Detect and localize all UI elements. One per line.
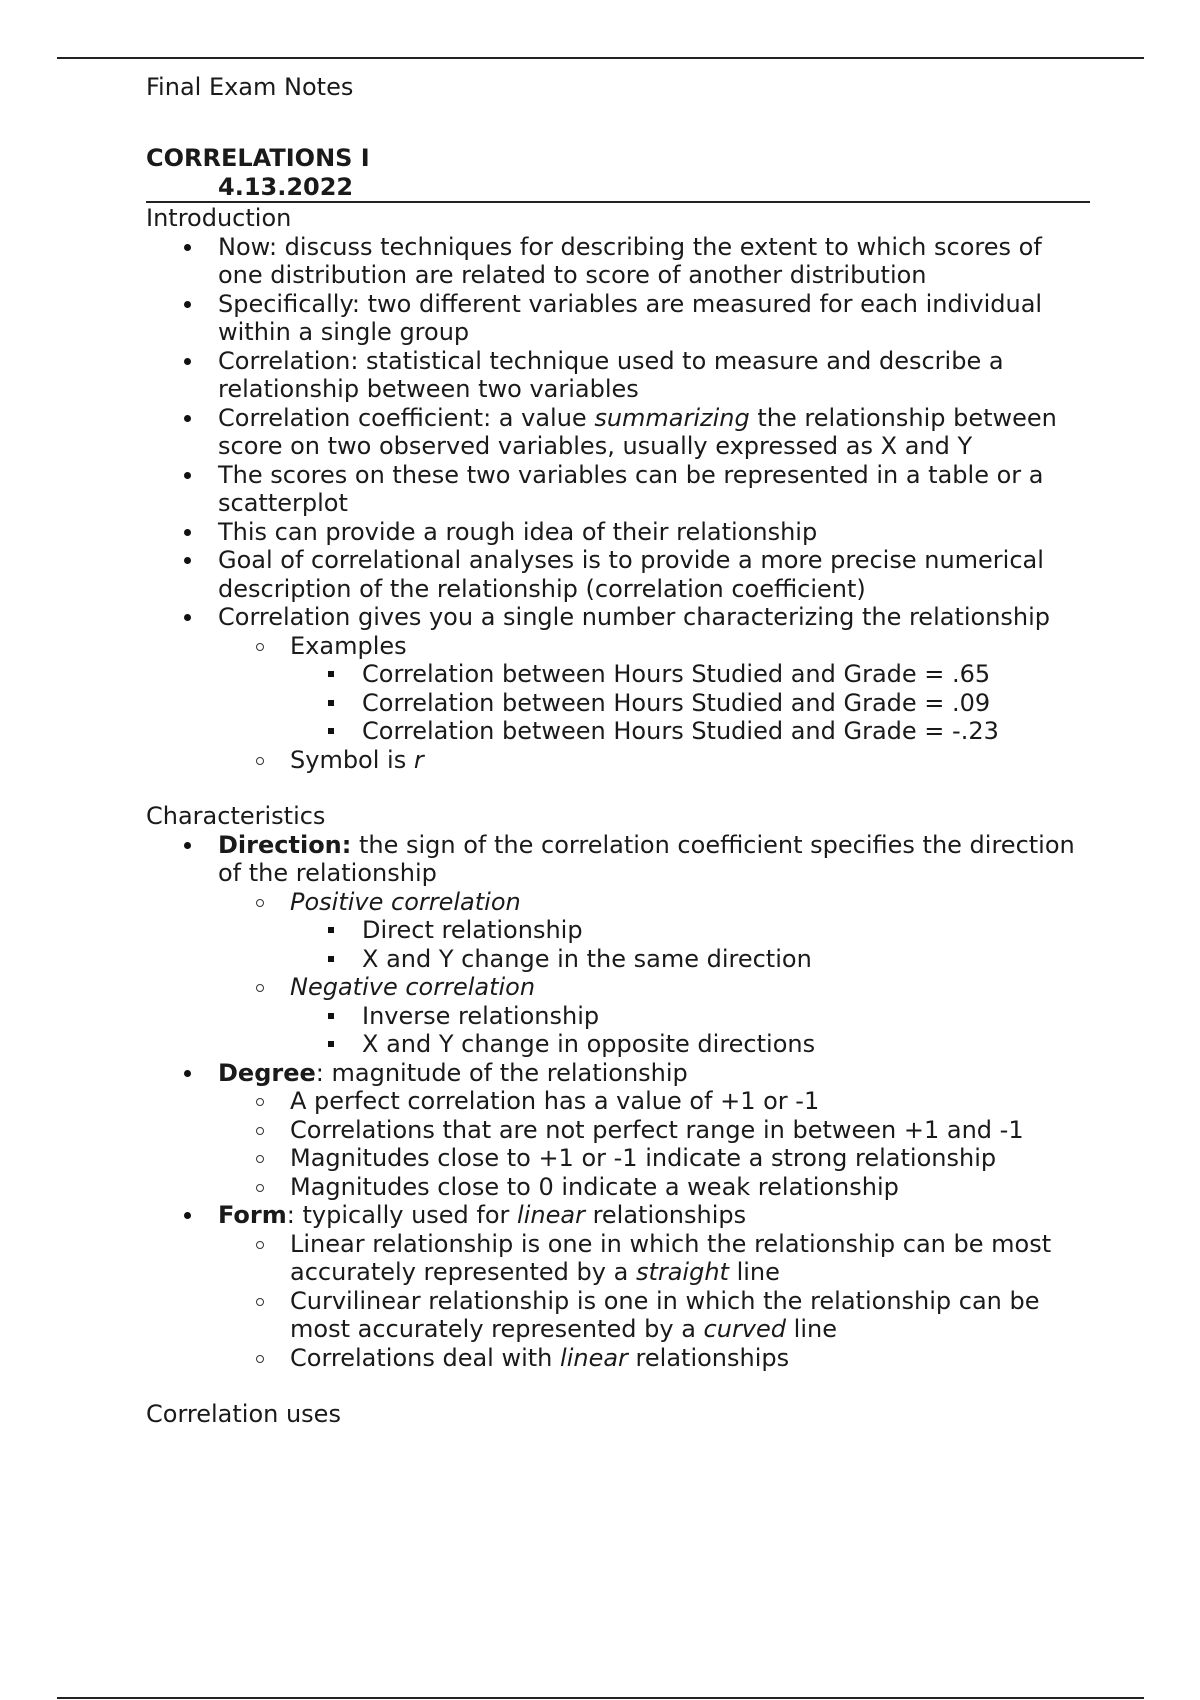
text-segment: relationships [627, 1343, 790, 1372]
emphasis-text: linear [560, 1343, 628, 1372]
text-segment: Linear relationship is one in which the relationship can be most accurately represented by a [290, 1229, 1052, 1286]
text-segment: the relationship between score on two observed variables, usually expressed as X and Y [218, 403, 1057, 460]
list-item: X and Y change in the same direction [362, 945, 1090, 974]
list-item [290, 1287, 1090, 1344]
doc-title: CORRELATIONS I [146, 144, 370, 172]
text-segment: Symbol is [290, 745, 414, 774]
emphasis-text: straight [635, 1258, 729, 1286]
sublist [218, 1230, 1090, 1373]
emphasis-text: linear [517, 1201, 585, 1229]
text-segment: Correlation coefficient: a value [218, 403, 595, 432]
emphasis-text: summarizing [594, 403, 750, 432]
list-item: The scores on these two variables can be represented in a table or a scatterplot [218, 461, 1090, 518]
list-item [218, 603, 1090, 774]
text-segment: relationships [584, 1201, 747, 1229]
intro-list [146, 233, 1090, 775]
sublist [290, 916, 1090, 973]
term-label: Degree [218, 1058, 316, 1087]
sublist [218, 1087, 1090, 1201]
list-item: Magnitudes close to 0 indicate a weak relationship [290, 1173, 1090, 1202]
list-item: Now: discuss techniques for describing the extent to which scores of one distribution are related to score of another distribution [218, 233, 1090, 290]
list-item [218, 831, 1090, 1059]
emphasis-text: Negative correlation [290, 973, 536, 1001]
sublist [218, 888, 1090, 1059]
list-item: Magnitudes close to +1 or -1 indicate a strong relationship [290, 1144, 1090, 1173]
page-header: Final Exam Notes [146, 73, 354, 101]
title-rule [146, 201, 1090, 203]
term-label: Direction: [218, 830, 352, 859]
list-item: Goal of correlational analyses is to provide a more precise numerical description of the relationship (correlation coefficient) [218, 546, 1090, 603]
emphasis-text: r [413, 745, 424, 774]
section-heading-correlation-uses: Correlation uses [146, 1400, 341, 1428]
emphasis-text: curved [703, 1315, 787, 1343]
list-item [218, 1201, 1090, 1372]
emphasis-text: Positive correlation [290, 887, 521, 916]
text-segment: Correlation gives you a single number characterizing the relationship [218, 603, 1051, 631]
list-item: This can provide a rough idea of their relationship [218, 518, 1090, 547]
list-item: Inverse relationship [362, 1002, 1090, 1031]
sublist [290, 1002, 1090, 1059]
list-item: Correlation between Hours Studied and Grade = .09 [362, 689, 1090, 718]
sublist [218, 632, 1090, 775]
spacer [146, 774, 1090, 802]
list-item: Correlations that are not perfect range in between +1 and -1 [290, 1116, 1090, 1145]
list-item: A perfect correlation has a value of +1 or -1 [290, 1087, 1090, 1116]
bottom-rule [57, 1697, 1144, 1699]
doc-date: 4.13.2022 [218, 172, 354, 201]
section-heading-introduction: Introduction [146, 204, 292, 232]
document-body [146, 144, 1090, 1429]
section-heading-characteristics: Characteristics [146, 802, 326, 830]
term-label: Form [218, 1201, 287, 1229]
list-item [218, 1059, 1090, 1202]
examples-label: Examples [290, 631, 407, 660]
list-item [290, 632, 1090, 746]
list-item [290, 888, 1090, 974]
list-item: Correlation between Hours Studied and Grade = .65 [362, 660, 1090, 689]
top-rule [57, 57, 1144, 59]
text-segment: Correlations deal with [290, 1343, 561, 1372]
list-item [218, 404, 1090, 461]
list-item: Direct relationship [362, 916, 1090, 945]
text-segment: Curvilinear relationship is one in which the relationship can be most accurately represented by a [290, 1286, 1040, 1343]
text-segment: line [786, 1315, 837, 1343]
list-item: Specifically: two different variables are measured for each individual within a single group [218, 290, 1090, 347]
text-segment: line [728, 1258, 780, 1286]
list-item: Correlation: statistical technique used to measure and describe a relationship between two variables [218, 347, 1090, 404]
list-item [290, 1344, 1090, 1373]
list-item [290, 746, 1090, 775]
list-item [290, 1230, 1090, 1287]
spacer [146, 1372, 1090, 1400]
characteristics-list [146, 831, 1090, 1373]
text-segment: the sign of the correlation coefficient specifies the direction of the relationship [218, 830, 1075, 887]
list-item: X and Y change in opposite directions [362, 1030, 1090, 1059]
list-item [290, 973, 1090, 1059]
text-segment: : magnitude of the relationship [315, 1058, 688, 1087]
text-segment: : typically used for [286, 1201, 518, 1229]
list-item: Correlation between Hours Studied and Grade = -.23 [362, 717, 1090, 746]
examples-list [290, 660, 1090, 746]
